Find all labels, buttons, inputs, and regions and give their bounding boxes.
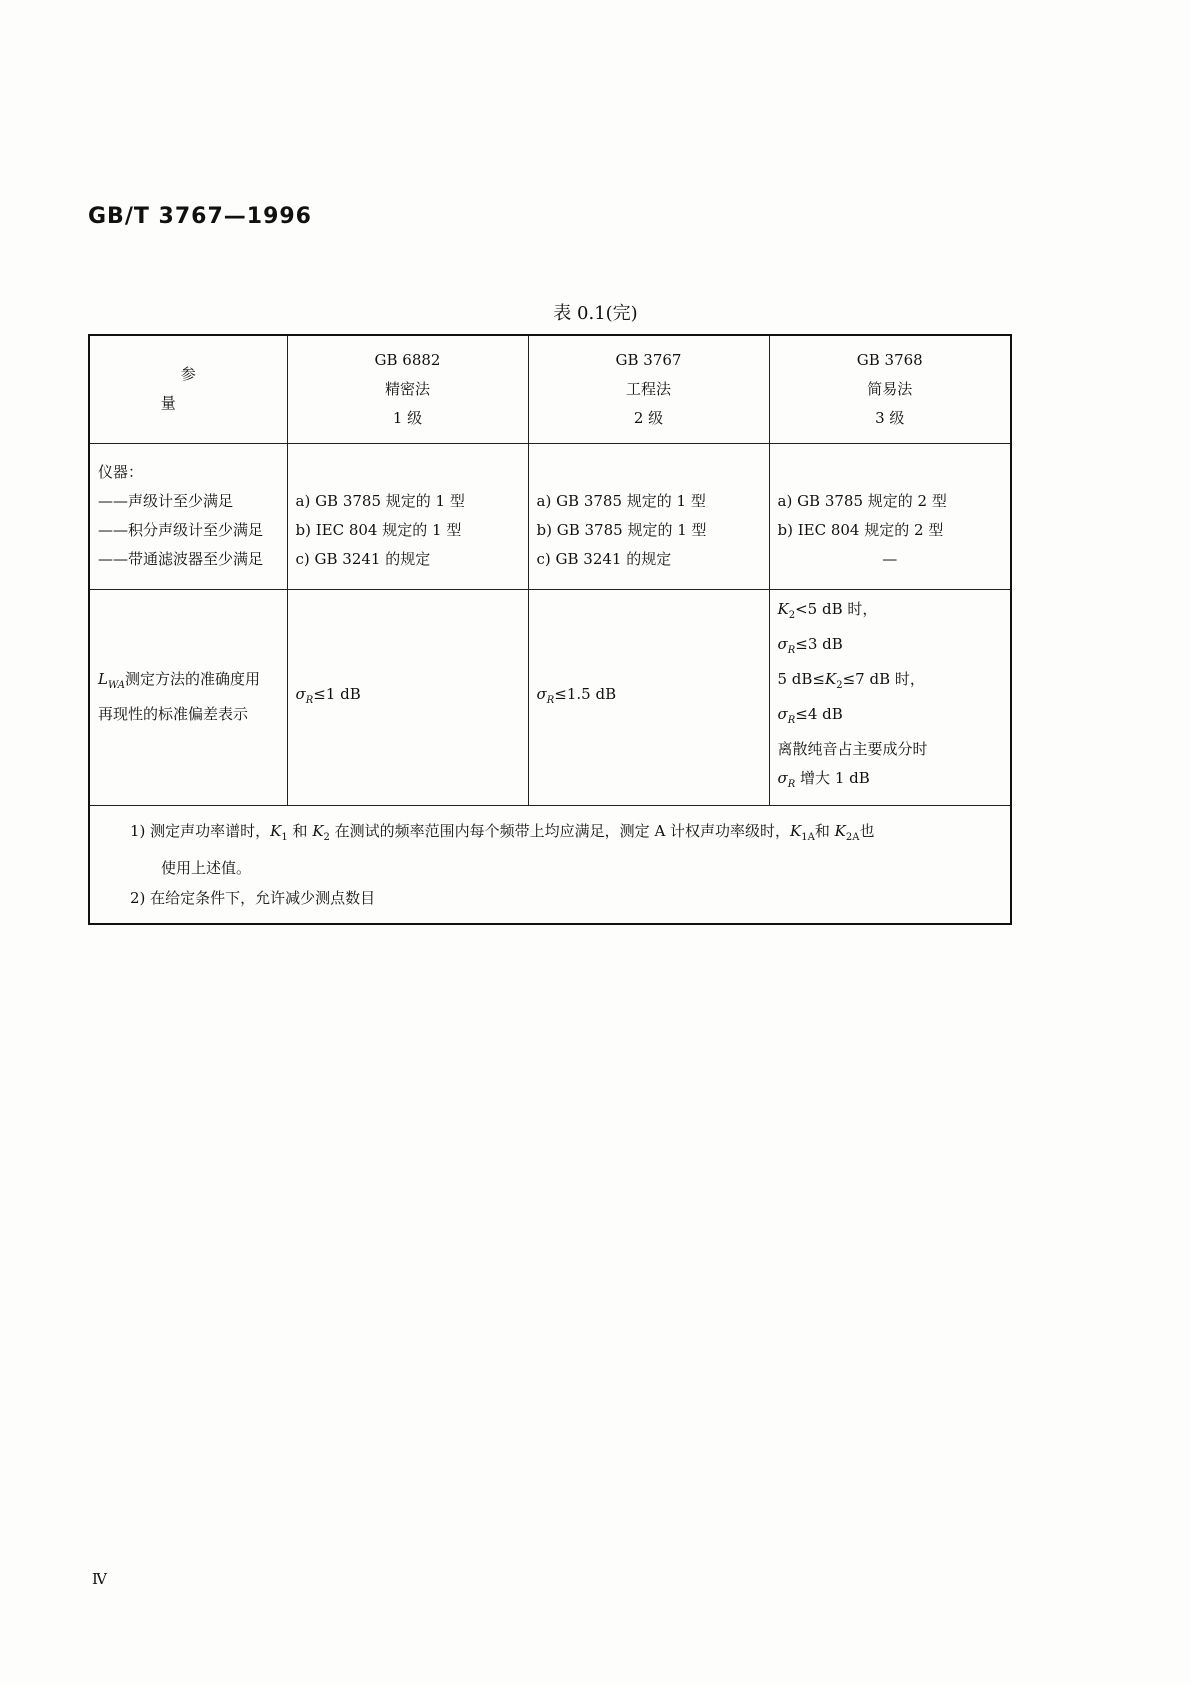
note-1-continuation: 使用上述值。 <box>161 858 252 877</box>
requirement: c) GB 3241 的规定 <box>536 550 672 568</box>
parameter-table <box>88 334 1012 925</box>
accuracy-col1 <box>287 589 528 805</box>
accuracy-line: $\sigma_R\le 4$ dB <box>777 705 843 726</box>
requirement: b) IEC 804 规定的 2 型 <box>777 521 944 539</box>
accuracy-row <box>89 589 1011 805</box>
param-header: 参 量 <box>160 365 236 413</box>
instruments-label: 仪器： <box>98 463 144 481</box>
accuracy-value: $\sigma_R\le 1.5$ dB <box>536 684 617 706</box>
requirement: — <box>882 550 898 568</box>
requirement: c) GB 3241 的规定 <box>295 550 431 568</box>
requirement: b) IEC 804 规定的 1 型 <box>295 521 462 539</box>
note-1: 1) 测定声功率谱时，$K_1$ 和 $K_2$ 在测试的频率范围内每个频带上均应满足，测定 A 计权声功率级时，$K_{1A}$和 $K_{2A}$也 <box>130 821 875 843</box>
instrument-item: ——声级计至少满足 <box>98 492 234 510</box>
accuracy-col2 <box>528 589 769 805</box>
accuracy-line: 5 $dB\le K_2\le 7$ dB 时， <box>777 670 925 691</box>
column-header-3 <box>769 335 1011 443</box>
requirement: a) GB 3785 规定的 1 型 <box>536 492 706 510</box>
accuracy-value: $\sigma_R\le 1$ dB <box>295 684 361 706</box>
instruments-row <box>89 443 1011 589</box>
requirement: a) GB 3785 规定的 2 型 <box>777 492 947 510</box>
accuracy-label-line2: 再现性的标准偏差表示 <box>98 705 249 723</box>
param-header-cell <box>89 335 287 443</box>
instruments-col3 <box>769 443 1011 589</box>
column-method: 精密法 <box>384 379 430 398</box>
accuracy-col3 <box>769 589 1011 805</box>
accuracy-line: $\sigma_R\le 3$ dB <box>777 635 843 656</box>
accuracy-label-cell <box>89 589 287 805</box>
standard-code: GB/T 3767—1996 <box>88 204 312 229</box>
instrument-item: ——带通滤波器至少满足 <box>98 550 264 568</box>
requirement: a) GB 3785 规定的 1 型 <box>295 492 465 510</box>
column-method: 简易法 <box>867 379 913 398</box>
column-code: GB 3767 <box>615 350 682 369</box>
instrument-item: ——积分声级计至少满足 <box>98 521 264 539</box>
column-grade: 3 级 <box>875 408 905 427</box>
requirement: b) GB 3785 规定的 1 型 <box>536 521 707 539</box>
instruments-label-cell <box>89 443 287 589</box>
accuracy-line: $\sigma_R$ 增大 1 dB <box>777 769 870 790</box>
notes-row <box>89 805 1011 924</box>
page-number: Ⅳ <box>92 1570 107 1588</box>
instruments-col1 <box>287 443 528 589</box>
note-2: 2) 在给定条件下，允许减少测点数目 <box>130 888 376 907</box>
column-header-2 <box>528 335 769 443</box>
table-title: 表 0.1(完) <box>553 303 638 324</box>
column-code: GB 6882 <box>374 350 441 369</box>
accuracy-line: $K_2<5$ dB 时， <box>777 600 878 621</box>
header-row <box>89 335 1011 443</box>
column-method: 工程法 <box>625 379 671 398</box>
instruments-col2 <box>528 443 769 589</box>
column-code: GB 3768 <box>856 350 923 369</box>
accuracy-label-line1: $L_{WA}$测定方法的准确度用 <box>98 670 260 691</box>
notes-cell <box>89 805 1011 924</box>
column-grade: 2 级 <box>633 408 664 427</box>
column-header-1 <box>287 335 528 443</box>
column-grade: 1 级 <box>392 408 423 427</box>
accuracy-line: 离散纯音占主要成分时 <box>777 740 928 758</box>
